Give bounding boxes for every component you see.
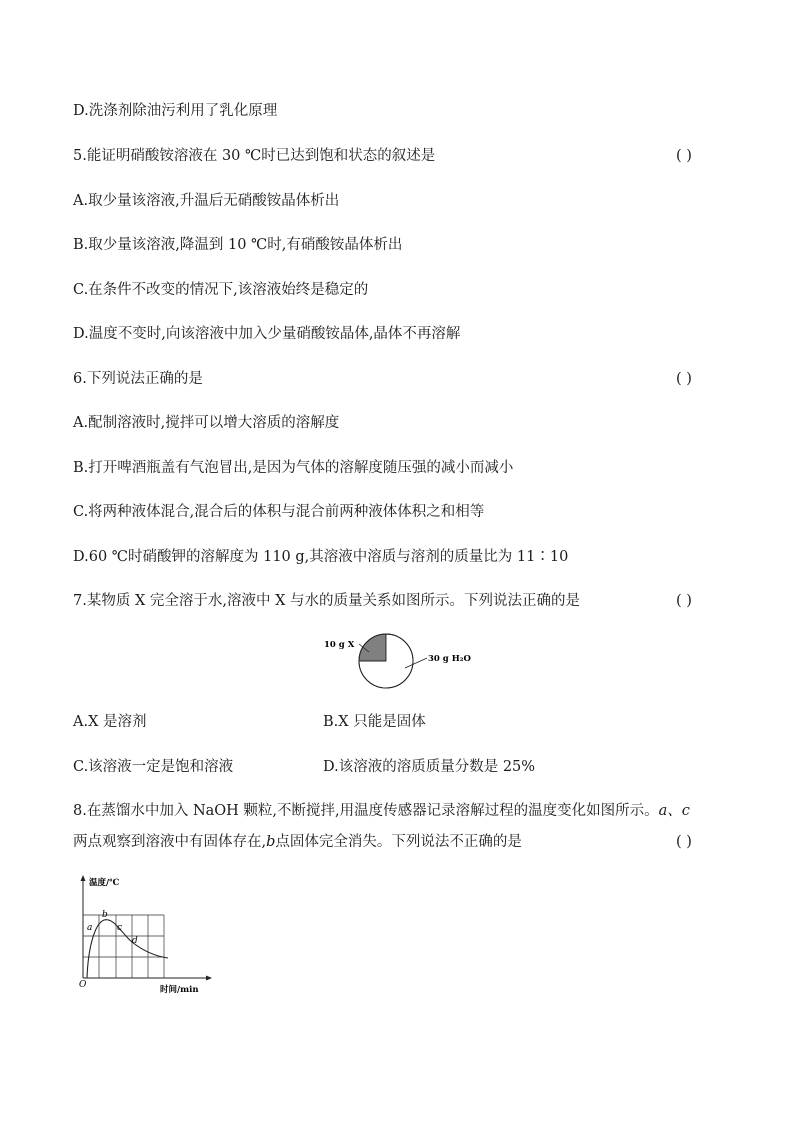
q4-option-d: D.洗涤剂除油污利用了乳化原理 (73, 103, 278, 119)
q6-option-d: D.60 ℃时硝酸钾的溶解度为 110 g,其溶液中溶质与溶剂的质量比为 11∶10 (73, 549, 569, 565)
q7-option-b: B.X 只能是固体 (323, 714, 426, 730)
q8-answer-blank[interactable]: ( ) (676, 834, 692, 850)
grid (83, 915, 164, 978)
point-c-label: c (117, 923, 123, 933)
point-a-label: a (87, 923, 93, 933)
q8-stem-line2: 两点观察到溶液中有固体存在,b点固体完全消失。下列说法不正确的是 (73, 834, 522, 850)
q7-stem: 7.某物质 X 完全溶于水,溶液中 X 与水的质量关系如图所示。下列说法正确的是 (73, 593, 581, 609)
q7-option-c: C.该溶液一定是饱和溶液 (73, 759, 234, 775)
q8-stem-line1: 8.在蒸馏水中加入 NaOH 颗粒,不断搅拌,用温度传感器记录溶解过程的温度变化如图所示。a、c (73, 803, 690, 819)
q8-temperature-graph (70, 870, 220, 995)
q5-stem: 5.能证明硝酸铵溶液在 30 ℃时已达到饱和状态的叙述是 (73, 148, 436, 164)
q5-option-d: D.温度不变时,向该溶液中加入少量硝酸铵晶体,晶体不再溶解 (73, 326, 461, 342)
origin-label: O (79, 980, 87, 990)
q5-option-a: A.取少量该溶液,升温后无硝酸铵晶体析出 (73, 193, 340, 209)
point-d-label: d (132, 936, 138, 946)
q7-answer-blank[interactable]: ( ) (676, 593, 692, 609)
pie-label-water: 30 g H₂O (428, 654, 471, 664)
q5-answer-blank[interactable]: ( ) (676, 148, 692, 164)
point-b-label: b (102, 910, 108, 920)
q6-answer-blank[interactable]: ( ) (676, 371, 692, 387)
q6-stem: 6.下列说法正确的是 (73, 371, 203, 387)
q6-option-c: C.将两种液体混合,混合后的体积与混合前两种液体体积之和相等 (73, 504, 485, 520)
x-axis-arrow (206, 976, 212, 981)
y-axis-arrow (81, 875, 86, 881)
q5-option-c: C.在条件不改变的情况下,该溶液始终是稳定的 (73, 282, 369, 298)
q6-option-b: B.打开啤酒瓶盖有气泡冒出,是因为气体的溶解度随压强的减小而减小 (73, 460, 514, 476)
q8-stem-points: a、c (658, 803, 690, 819)
q6-option-a: A.配制溶液时,搅拌可以增大溶质的溶解度 (73, 415, 340, 431)
q7-option-d: D.该溶液的溶质质量分数是 25% (323, 759, 536, 775)
q5-option-b: B.取少量该溶液,降温到 10 ℃时,有硝酸铵晶体析出 (73, 237, 403, 253)
y-axis-label: 温度/℃ (89, 878, 120, 888)
pie-label-x: 10 g X (324, 640, 355, 650)
q7-pie-chart (315, 628, 515, 698)
x-axis-label: 时间/min (160, 985, 199, 995)
q7-option-a: A.X 是溶剂 (73, 714, 147, 730)
